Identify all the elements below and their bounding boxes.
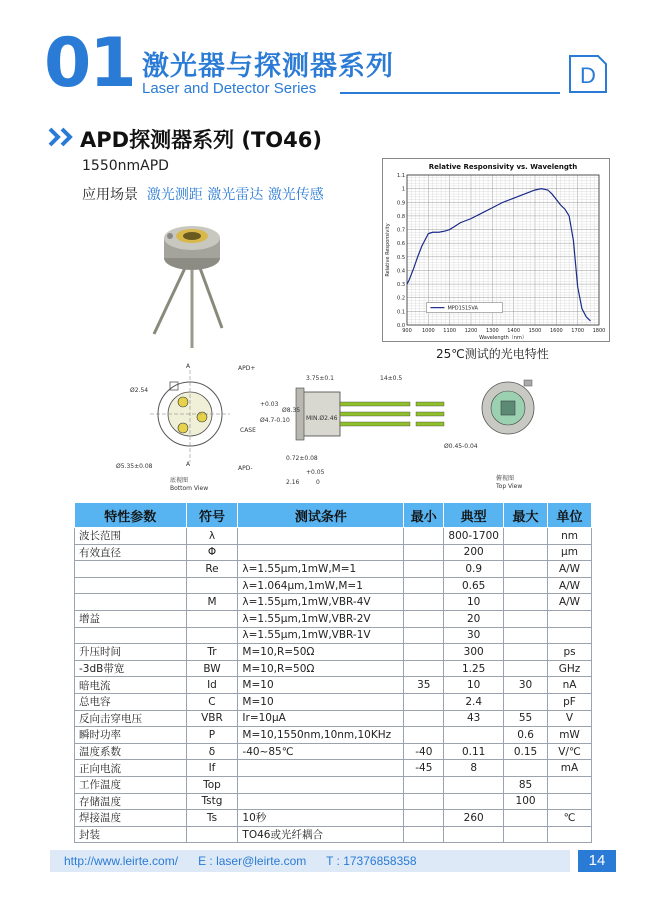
dim-label: Top View: [496, 483, 523, 490]
table-row: [75, 693, 592, 710]
table-cell: [444, 727, 504, 744]
chart-y-tick-label: 1: [401, 186, 405, 193]
table-row: [75, 743, 592, 760]
table-row: [75, 710, 592, 727]
chart-y-tick-label: 0.5: [397, 254, 405, 261]
table-cell: [404, 610, 444, 627]
table-cell: λ=1.55μm,1mW,M=1: [238, 561, 404, 578]
table-cell: 0.15: [504, 743, 548, 760]
chart-y-tick-label: 0.2: [397, 295, 405, 302]
table-row: [75, 577, 592, 594]
table-cell: Re: [186, 561, 238, 578]
table-cell: M=10: [238, 677, 404, 694]
table-cell: [186, 627, 238, 644]
table-cell: mW: [548, 727, 592, 744]
table-cell: [404, 710, 444, 727]
table-cell: [548, 776, 592, 793]
table-row: [75, 561, 592, 578]
table-cell: [404, 826, 444, 843]
table-cell: A/W: [548, 594, 592, 611]
spec-table: [74, 502, 592, 843]
dim-label: MIN.Ø2.46: [306, 415, 338, 422]
table-cell: 0.6: [504, 727, 548, 744]
chart-x-tick-label: 1300: [485, 328, 499, 334]
table-cell: M=10,R=50Ω: [238, 660, 404, 677]
table-cell: 10: [444, 677, 504, 694]
table-cell: M=10,1550nm,10nm,10KHz: [238, 727, 404, 744]
table-cell: 波长范围: [75, 528, 187, 545]
table-cell: [504, 660, 548, 677]
table-cell: [504, 810, 548, 827]
dim-label: APD-: [238, 465, 253, 472]
table-cell: -40~85℃: [238, 743, 404, 760]
chart-y-tick-label: 0.9: [397, 200, 405, 207]
footer-url[interactable]: http://www.leirte.com/: [64, 854, 179, 868]
chart-x-tick-label: 1400: [507, 328, 521, 334]
table-row: [75, 760, 592, 777]
table-cell: [75, 577, 187, 594]
table-cell: Id: [186, 677, 238, 694]
dim-label: APD+: [238, 365, 256, 372]
model-name: 1550nmAPD: [82, 158, 169, 174]
dim-label: Ø2.54: [130, 387, 149, 394]
footer-phone: T : 17376858358: [326, 854, 417, 868]
table-cell: M=10,R=50Ω: [238, 644, 404, 661]
table-cell: 封装: [75, 826, 187, 843]
table-cell: A/W: [548, 577, 592, 594]
table-cell: ℃: [548, 810, 592, 827]
table-cell: 0.65: [444, 577, 504, 594]
chart-legend-label: MPD1515VA: [447, 305, 478, 312]
chart-caption: 25℃测试的光电特性: [436, 347, 549, 361]
table-cell: [186, 610, 238, 627]
column-header: 符号: [186, 503, 238, 528]
dim-label: 俯视图: [496, 475, 515, 482]
table-row: [75, 610, 592, 627]
table-cell: [75, 627, 187, 644]
table-cell: [548, 793, 592, 810]
table-cell: [404, 776, 444, 793]
table-cell: 10秒: [238, 810, 404, 827]
table-cell: GHz: [548, 660, 592, 677]
chart-y-tick-label: 0.3: [397, 282, 405, 289]
dim-label: 0: [316, 479, 320, 486]
column-header: 最小: [404, 503, 444, 528]
column-header: 特性参数: [75, 503, 187, 528]
chart-y-tick-label: 0.8: [397, 213, 405, 220]
table-cell: 增益: [75, 610, 187, 627]
table-cell: [548, 826, 592, 843]
table-cell: 0.9: [444, 561, 504, 578]
table-cell: [404, 793, 444, 810]
table-row: [75, 776, 592, 793]
table-cell: VBR: [186, 710, 238, 727]
table-cell: [238, 776, 404, 793]
table-cell: M: [186, 594, 238, 611]
application-item: 激光传感: [267, 187, 324, 203]
table-cell: 200: [444, 544, 504, 561]
table-cell: [444, 793, 504, 810]
table-cell: 35: [404, 677, 444, 694]
page-number: 14: [578, 850, 616, 872]
table-row: [75, 544, 592, 561]
table-cell: [404, 627, 444, 644]
dim-label: A: [186, 363, 191, 370]
table-cell: 30: [504, 677, 548, 694]
application-item: 激光雷达: [207, 187, 264, 203]
chart-x-tick-label: 900: [402, 328, 412, 334]
table-cell: 8: [444, 760, 504, 777]
dim-label: A: [186, 461, 191, 468]
table-cell: [504, 577, 548, 594]
table-cell: 800-1700: [444, 528, 504, 545]
chart-series-line: [407, 189, 590, 321]
dim-label: Ø0.45-0.04: [444, 443, 478, 450]
table-cell: 260: [444, 810, 504, 827]
table-cell: [404, 644, 444, 661]
table-cell: λ=1.55μm,1mW,VBR-4V: [238, 594, 404, 611]
chart-x-tick-label: 1700: [571, 328, 585, 334]
table-cell: [404, 727, 444, 744]
table-cell: δ: [186, 743, 238, 760]
table-cell: λ: [186, 528, 238, 545]
table-cell: nA: [548, 677, 592, 694]
table-cell: [238, 544, 404, 561]
dim-label: Ø4.7-0.10: [260, 417, 290, 424]
table-row: [75, 528, 592, 545]
table-cell: 温度系数: [75, 743, 187, 760]
table-cell: Top: [186, 776, 238, 793]
dim-label: 底视图: [170, 477, 189, 484]
footer-contact: [64, 854, 417, 868]
chart-y-tick-label: 0.4: [397, 268, 405, 275]
table-cell: 85: [504, 776, 548, 793]
chart-x-tick-label: 1600: [549, 328, 563, 334]
table-cell: [404, 810, 444, 827]
table-cell: [504, 594, 548, 611]
product-photo: [140, 206, 240, 356]
table-cell: 300: [444, 644, 504, 661]
table-cell: [504, 760, 548, 777]
table-row: [75, 660, 592, 677]
chart-y-tick-label: 0.1: [397, 309, 405, 316]
table-cell: [504, 826, 548, 843]
table-row: [75, 677, 592, 694]
table-cell: Tstg: [186, 793, 238, 810]
table-cell: ps: [548, 644, 592, 661]
table-cell: [444, 776, 504, 793]
header-rule: [340, 92, 560, 94]
table-cell: -40: [404, 743, 444, 760]
chapter-badge-icon: [566, 52, 610, 96]
table-cell: [548, 627, 592, 644]
table-cell: [444, 826, 504, 843]
table-cell: 10: [444, 594, 504, 611]
table-row: [75, 627, 592, 644]
table-cell: [504, 693, 548, 710]
dim-label: 0.72±0.08: [286, 455, 318, 462]
chart-x-tick-label: 1100: [443, 328, 457, 334]
table-header-row: [75, 503, 592, 528]
table-row: [75, 810, 592, 827]
table-row: [75, 826, 592, 843]
table-cell: μm: [548, 544, 592, 561]
table-cell: TO46或光纤耦合: [238, 826, 404, 843]
table-cell: 正向电流: [75, 760, 187, 777]
table-cell: -3dB带宽: [75, 660, 187, 677]
section-title: APD探测器系列 (TO46): [80, 128, 322, 152]
chart-y-axis-label: Relative Responsivity: [385, 223, 391, 277]
table-cell: [404, 544, 444, 561]
dim-label: Ø8.35: [282, 407, 301, 414]
table-cell: 30: [444, 627, 504, 644]
table-cell: [504, 610, 548, 627]
table-cell: 20: [444, 610, 504, 627]
dim-label: 2.16: [286, 479, 300, 486]
table-cell: BW: [186, 660, 238, 677]
table-cell: 1.25: [444, 660, 504, 677]
table-cell: 瞬时功率: [75, 727, 187, 744]
chapter-title: 激光器与探测器系列: [142, 51, 394, 82]
table-row: [75, 644, 592, 661]
table-cell: If: [186, 760, 238, 777]
dimension-drawing: [110, 362, 550, 500]
table-cell: 暗电流: [75, 677, 187, 694]
table-cell: 0.11: [444, 743, 504, 760]
chapter-subtitle: Laser and Detector Series: [142, 80, 317, 97]
table-cell: λ=1.55μm,1mW,VBR-2V: [238, 610, 404, 627]
table-row: [75, 594, 592, 611]
table-cell: 存储温度: [75, 793, 187, 810]
table-cell: 55: [504, 710, 548, 727]
table-cell: [404, 561, 444, 578]
table-cell: mA: [548, 760, 592, 777]
applications: [82, 184, 324, 204]
table-cell: nm: [548, 528, 592, 545]
responsivity-chart: [382, 158, 610, 342]
chart-y-tick-label: 0.0: [397, 323, 405, 329]
chart-x-tick-label: 1800: [592, 328, 606, 334]
section-chevron-icon: [48, 126, 78, 148]
dim-label: CASE: [240, 427, 256, 434]
table-cell: 有效直径: [75, 544, 187, 561]
table-cell: A/W: [548, 561, 592, 578]
table-cell: [504, 644, 548, 661]
table-cell: [186, 577, 238, 594]
dim-label: +0.05: [306, 469, 325, 476]
table-cell: [504, 561, 548, 578]
table-cell: V/℃: [548, 743, 592, 760]
table-cell: 100: [504, 793, 548, 810]
table-cell: 2.4: [444, 693, 504, 710]
table-cell: [548, 610, 592, 627]
chapter-number: 01: [44, 24, 135, 103]
table-cell: Φ: [186, 544, 238, 561]
table-cell: P: [186, 727, 238, 744]
table-cell: V: [548, 710, 592, 727]
table-row: [75, 727, 592, 744]
badge-letter: D: [580, 63, 596, 88]
table-cell: [404, 660, 444, 677]
table-cell: [238, 528, 404, 545]
dim-label: Bottom View: [170, 485, 209, 492]
dim-label: +0.03: [260, 401, 279, 408]
table-cell: Tr: [186, 644, 238, 661]
chart-svg: [383, 159, 609, 341]
table-cell: 焊接温度: [75, 810, 187, 827]
dim-label: 14±0.5: [380, 375, 403, 382]
chart-y-tick-label: 0.6: [397, 241, 405, 248]
dim-label: Ø5.35±0.08: [116, 463, 153, 470]
table-cell: [404, 594, 444, 611]
table-cell: [504, 544, 548, 561]
table-cell: 反向击穿电压: [75, 710, 187, 727]
footer-email[interactable]: E : laser@leirte.com: [198, 854, 307, 868]
table-cell: 43: [444, 710, 504, 727]
table-cell: [75, 561, 187, 578]
table-cell: λ=1.064μm,1mW,M=1: [238, 577, 404, 594]
table-cell: [404, 528, 444, 545]
table-cell: pF: [548, 693, 592, 710]
applications-label: 应用场景: [82, 187, 138, 203]
table-cell: -45: [404, 760, 444, 777]
column-header: 典型: [444, 503, 504, 528]
table-cell: Ts: [186, 810, 238, 827]
table-cell: 总电容: [75, 693, 187, 710]
chart-title: Relative Responsivity vs. Wavelength: [428, 163, 578, 171]
dim-label: 3.75±0.1: [306, 375, 334, 382]
table-cell: [504, 528, 548, 545]
table-cell: [75, 594, 187, 611]
table-cell: 工作温度: [75, 776, 187, 793]
chart-x-axis-label: Wavelength（nm）: [479, 335, 527, 341]
chart-y-tick-label: 0.7: [397, 227, 405, 234]
table-cell: [238, 760, 404, 777]
column-header: 单位: [548, 503, 592, 528]
table-cell: C: [186, 693, 238, 710]
column-header: 最大: [504, 503, 548, 528]
table-cell: [238, 793, 404, 810]
chart-y-tick-label: 1.1: [397, 173, 405, 179]
chart-x-tick-label: 1000: [421, 328, 435, 334]
table-cell: 升压时间: [75, 644, 187, 661]
application-item: 激光测距: [146, 187, 203, 203]
column-header: 测试条件: [238, 503, 404, 528]
table-cell: [186, 826, 238, 843]
chart-x-tick-label: 1200: [464, 328, 478, 334]
table-cell: Ir=10μA: [238, 710, 404, 727]
table-cell: λ=1.55μm,1mW,VBR-1V: [238, 627, 404, 644]
table-cell: [404, 693, 444, 710]
table-row: [75, 793, 592, 810]
table-cell: [404, 577, 444, 594]
table-cell: M=10: [238, 693, 404, 710]
table-cell: [504, 627, 548, 644]
chart-x-tick-label: 1500: [528, 328, 542, 334]
